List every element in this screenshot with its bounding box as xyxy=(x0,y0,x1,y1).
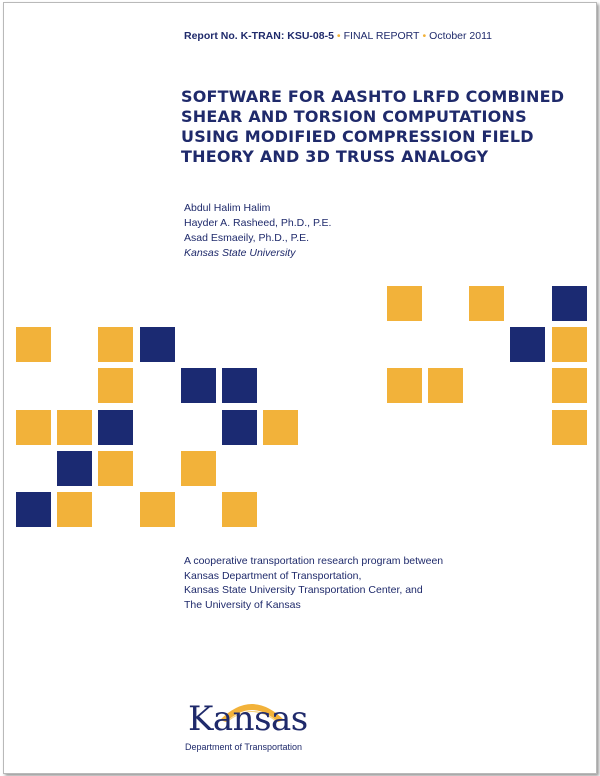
cooperative-line: Kansas State University Transportation Center, and xyxy=(184,584,423,596)
title-line: SHEAR AND TORSION COMPUTATIONS xyxy=(181,107,527,126)
report-title xyxy=(181,87,591,167)
gold-square xyxy=(263,410,298,445)
gold-square xyxy=(387,368,422,403)
report-cover-page xyxy=(3,2,597,774)
gold-square xyxy=(98,451,133,486)
title-line: SOFTWARE FOR AASHTO LRFD COMBINED xyxy=(181,87,565,106)
gold-square xyxy=(181,451,216,486)
gold-square xyxy=(552,327,587,362)
report-header-line xyxy=(184,30,492,42)
report-date: October 2011 xyxy=(429,30,493,42)
gold-square xyxy=(387,286,422,321)
cooperative-line: Kansas Department of Transportation, xyxy=(184,569,362,582)
separator-dot-icon: • xyxy=(422,30,427,42)
navy-square xyxy=(222,368,257,403)
cooperative-program-text xyxy=(184,554,443,612)
title-line: THEORY AND 3D TRUSS ANALOGY xyxy=(181,147,489,166)
gold-square xyxy=(57,492,92,527)
gold-square xyxy=(98,368,133,403)
author-name: Hayder A. Rasheed, Ph.D., P.E. xyxy=(184,217,332,229)
gold-square xyxy=(552,368,587,403)
navy-square xyxy=(222,410,257,445)
gold-square xyxy=(552,410,587,445)
logo-wordmark: Kansas xyxy=(188,699,308,739)
report-type: FINAL REPORT xyxy=(343,30,420,42)
cooperative-line: A cooperative transportation research program between xyxy=(184,555,444,567)
gold-square xyxy=(98,327,133,362)
author-name: Asad Esmaeily, Ph.D., P.E. xyxy=(184,232,310,244)
navy-square xyxy=(16,492,51,527)
navy-square xyxy=(98,410,133,445)
author-list xyxy=(184,201,331,261)
gold-square xyxy=(140,492,175,527)
separator-dot-icon: • xyxy=(336,30,341,42)
gold-square xyxy=(469,286,504,321)
author-name: Abdul Halim Halim xyxy=(184,202,271,214)
gold-square xyxy=(57,410,92,445)
report-number: Report No. K-TRAN: KSU-08-5 xyxy=(184,30,334,42)
kdot-logo xyxy=(182,686,322,758)
cooperative-line: The University of Kansas xyxy=(184,598,301,611)
gold-square xyxy=(16,327,51,362)
navy-square xyxy=(510,327,545,362)
navy-square xyxy=(552,286,587,321)
logo-subtitle: Department of Transportation xyxy=(185,742,303,752)
author-affiliation: Kansas State University xyxy=(184,247,296,259)
gold-square xyxy=(16,410,51,445)
gold-square xyxy=(222,492,257,527)
gold-square xyxy=(428,368,463,403)
navy-square xyxy=(140,327,175,362)
title-line: USING MODIFIED COMPRESSION FIELD xyxy=(181,127,534,146)
navy-square xyxy=(57,451,92,486)
navy-square xyxy=(181,368,216,403)
